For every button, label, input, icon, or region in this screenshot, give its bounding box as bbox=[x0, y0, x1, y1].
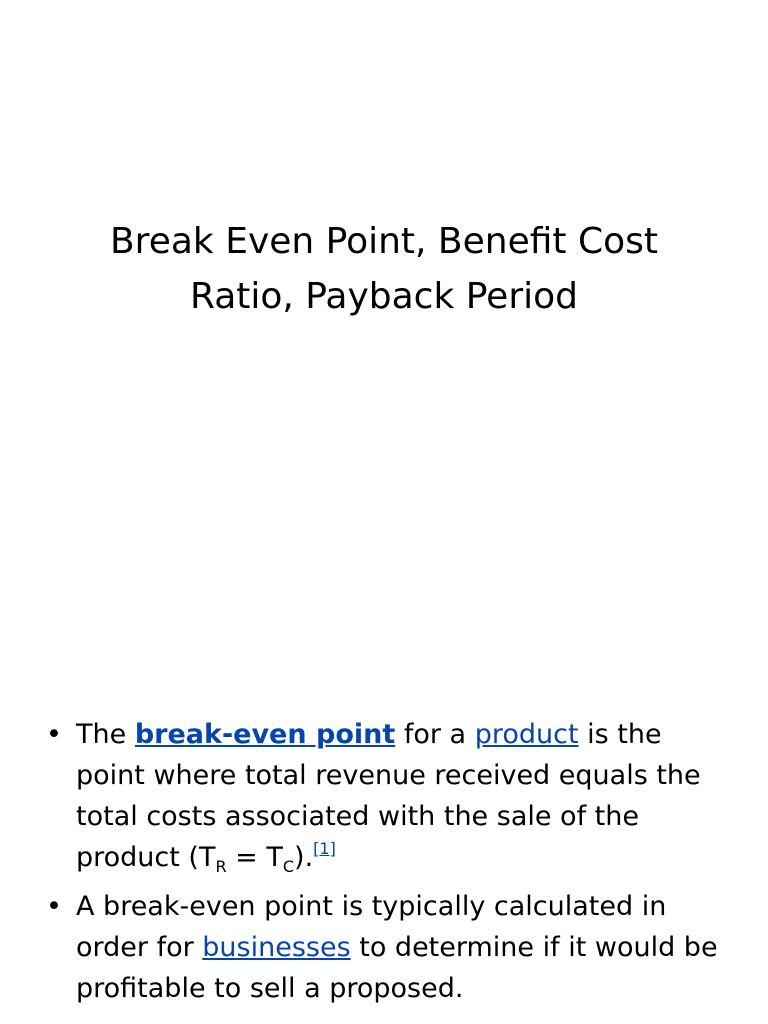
bullet-list bbox=[46, 714, 736, 1017]
bullet-text: = T bbox=[226, 842, 283, 873]
bullet-icon: • bbox=[46, 891, 62, 922]
slide-title-line-1: Break Even Point, Benefit Cost bbox=[109, 221, 658, 263]
bullet-text: ). bbox=[294, 842, 314, 873]
bullet-text: A break-even point is typically calculated in order for bbox=[76, 891, 667, 963]
bullet-text: is the point where total revenue received equals the total costs associated with the sale of the product (T bbox=[76, 719, 701, 873]
subscript-c: C bbox=[282, 857, 295, 876]
bullet-item-break-even-definition bbox=[46, 714, 736, 878]
bullet-text: The bbox=[76, 719, 135, 750]
product-link[interactable]: product bbox=[474, 719, 579, 750]
bullet-item-break-even-usage bbox=[46, 886, 736, 1009]
bullet-icon: • bbox=[46, 719, 62, 750]
slide-title-line-2: Ratio, Payback Period bbox=[189, 276, 579, 318]
bullet-text: to determine if it would be profitable to sell a proposed. bbox=[76, 932, 718, 1004]
break-even-point-link[interactable]: break-even point bbox=[134, 719, 396, 750]
slide-title bbox=[40, 214, 728, 324]
citation-link[interactable]: [1] bbox=[313, 839, 336, 858]
businesses-link[interactable]: businesses bbox=[202, 932, 351, 963]
bullet-text: for a bbox=[395, 719, 475, 750]
subscript-r: R bbox=[215, 857, 227, 876]
